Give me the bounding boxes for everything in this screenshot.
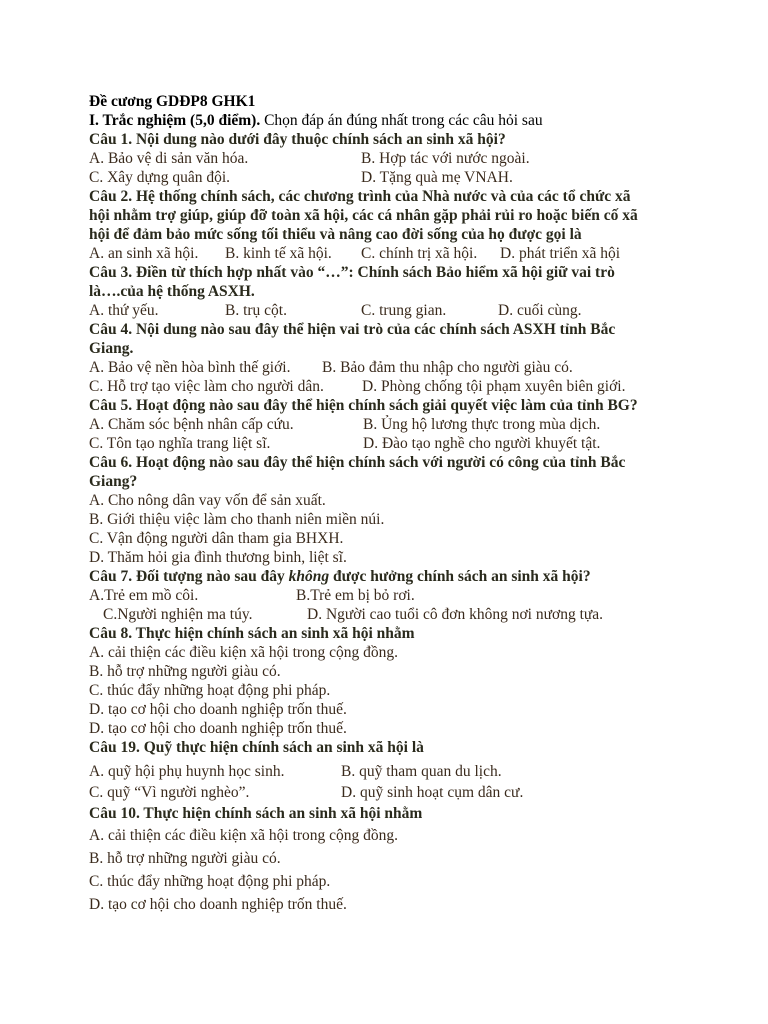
q5-option-c: C. Tôn tạo nghĩa trang liệt sĩ. xyxy=(89,435,271,452)
q9-options-row-2 xyxy=(89,783,689,804)
q9-option-d: D. quỹ sinh hoạt cụm dân cư. xyxy=(341,784,524,801)
question-1: Câu 1. Nội dung nào dưới đây thuộc chính sách an sinh xã hội? xyxy=(89,131,506,148)
q10-option-c: C. thúc đẩy những hoạt động phi pháp. xyxy=(89,873,331,890)
q2-option-c: C. chính trị xã hội. xyxy=(361,245,478,262)
q5-options-row-1 xyxy=(89,415,689,434)
document-body xyxy=(89,92,689,918)
q10-option-b: B. hỗ trợ những người giàu có. xyxy=(89,850,281,867)
q7-option-a: A.Trẻ em mồ côi. xyxy=(89,587,199,604)
question-7 xyxy=(89,567,689,586)
q8-option-c: C. thúc đẩy những hoạt động phi pháp. xyxy=(89,682,331,699)
question-3-line-1: Câu 3. Điền từ thích hợp nhất vào “…”: Chính sách Bảo hiểm xã hội giữ vai trò xyxy=(89,264,615,281)
q4-options-row-2 xyxy=(89,377,689,396)
question-10: Câu 10. Thực hiện chính sách an sinh xã hội nhằm xyxy=(89,805,423,822)
q5-option-d: D. Đào tạo nghề cho người khuyết tật. xyxy=(363,435,601,452)
q6-option-c: C. Vận động người dân tham gia BHXH. xyxy=(89,530,344,547)
q2-options-row xyxy=(89,244,689,263)
q4-option-b: B. Bảo đảm thu nhập cho người giàu có. xyxy=(322,359,573,376)
q7-option-c: C.Người nghiện ma túy. xyxy=(103,606,253,623)
section-heading: I. Trắc nghiệm (5,0 điểm). xyxy=(89,112,261,129)
question-2-line-2: hội nhằm trợ giúp, giúp đỡ toàn xã hội, các cá nhân gặp phải rủi ro hoặc biến cố xã xyxy=(89,207,638,224)
q10-option-a: A. cải thiện các điều kiện xã hội trong cộng đồng. xyxy=(89,827,399,844)
document-title: Đề cương GDĐP8 GHK1 xyxy=(89,93,256,110)
q7-suffix: được hưởng chính sách an sinh xã hội? xyxy=(329,568,591,585)
q3-option-c: C. trung gian. xyxy=(361,302,447,319)
q6-option-a: A. Cho nông dân vay vốn để sản xuất. xyxy=(89,492,326,509)
question-6-line-2: Giang? xyxy=(89,473,138,490)
q9-option-c: C. quỹ “Vì người nghèo”. xyxy=(89,784,250,801)
q7-option-b: B.Trẻ em bị bỏ rơi. xyxy=(296,587,415,604)
question-5: Câu 5. Hoạt động nào sau đây thể hiện chính sách giải quyết việc làm của tỉnh BG? xyxy=(89,397,638,414)
q10-option-d: D. tạo cơ hội cho doanh nghiệp trốn thuế. xyxy=(89,896,347,913)
q5-option-a: A. Chăm sóc bệnh nhân cấp cứu. xyxy=(89,416,294,433)
q1-option-c: C. Xây dựng quân đội. xyxy=(89,169,230,186)
q8-option-b: B. hỗ trợ những người giàu có. xyxy=(89,663,281,680)
q9-options-row-1 xyxy=(89,762,689,783)
q7-option-d: D. Người cao tuổi cô đơn không nơi nương tựa. xyxy=(307,606,604,623)
q9-option-a: A. quỹ hội phụ huynh học sinh. xyxy=(89,763,285,780)
section-header xyxy=(89,111,689,130)
q2-option-d: D. phát triển xã hội xyxy=(500,245,621,262)
question-8: Câu 8. Thực hiện chính sách an sinh xã hội nhằm xyxy=(89,625,415,642)
q7-options-row-2 xyxy=(89,605,689,624)
q2-option-a: A. an sinh xã hội. xyxy=(89,245,199,262)
q5-options-row-2 xyxy=(89,434,689,453)
q1-options-row-2 xyxy=(89,168,689,187)
question-2-line-1: Câu 2. Hệ thống chính sách, các chương trình của Nhà nước và của các tổ chức xã xyxy=(89,188,631,205)
q2-option-b: B. kinh tế xã hội. xyxy=(225,245,332,262)
section-instruction: Chọn đáp án đúng nhất trong các câu hỏi sau xyxy=(260,112,543,129)
q7-options-row-1 xyxy=(89,586,689,605)
q4-option-a: A. Bảo vệ nền hòa bình thế giới. xyxy=(89,359,291,376)
question-3-line-2: là….của hệ thống ASXH. xyxy=(89,283,255,300)
q3-option-d: D. cuối cùng. xyxy=(498,302,582,319)
q1-option-b: B. Hợp tác với nước ngoài. xyxy=(361,150,530,167)
question-2-line-3: hội để đảm bảo mức sống tối thiểu và nâng cao đời sống của họ được gọi là xyxy=(89,226,582,243)
question-6-line-1: Câu 6. Hoạt động nào sau đây thể hiện chính sách với người có công của tỉnh Bắc xyxy=(89,454,626,471)
q4-option-d: D. Phòng chống tội phạm xuyên biên giới. xyxy=(362,378,626,395)
q6-option-d: D. Thăm hỏi gia đình thương binh, liệt sĩ. xyxy=(89,549,347,566)
q3-options-row xyxy=(89,301,689,320)
question-9: Câu 19. Quỹ thực hiện chính sách an sinh xã hội là xyxy=(89,739,424,756)
q4-options-row-1 xyxy=(89,358,689,377)
q7-prefix: Câu 7. Đối tượng nào sau đây xyxy=(89,568,289,585)
q8-option-d: D. tạo cơ hội cho doanh nghiệp trốn thuế. xyxy=(89,701,347,718)
question-4-line-2: Giang. xyxy=(89,340,134,357)
q9-option-b: B. quỹ tham quan du lịch. xyxy=(341,763,502,780)
q8-option-a: A. cải thiện các điều kiện xã hội trong cộng đồng. xyxy=(89,644,399,661)
question-4-line-1: Câu 4. Nội dung nào sau đây thể hiện vai trò của các chính sách ASXH tỉnh Bắc xyxy=(89,321,616,338)
q5-option-b: B. Ủng hộ lương thực trong mùa dịch. xyxy=(363,416,601,433)
q6-option-b: B. Giới thiệu việc làm cho thanh niên miền núi. xyxy=(89,511,385,528)
q8-option-d-repeat: D. tạo cơ hội cho doanh nghiệp trốn thuế. xyxy=(89,720,347,737)
q1-option-a: A. Bảo vệ di sản văn hóa. xyxy=(89,150,249,167)
q1-options-row-1 xyxy=(89,149,689,168)
q7-emphasis: không xyxy=(288,568,330,585)
q3-option-a: A. thứ yếu. xyxy=(89,302,159,319)
q3-option-b: B. trụ cột. xyxy=(225,302,287,319)
q1-option-d: D. Tặng quà mẹ VNAH. xyxy=(361,169,513,186)
q4-option-c: C. Hỗ trợ tạo việc làm cho người dân. xyxy=(89,378,324,395)
